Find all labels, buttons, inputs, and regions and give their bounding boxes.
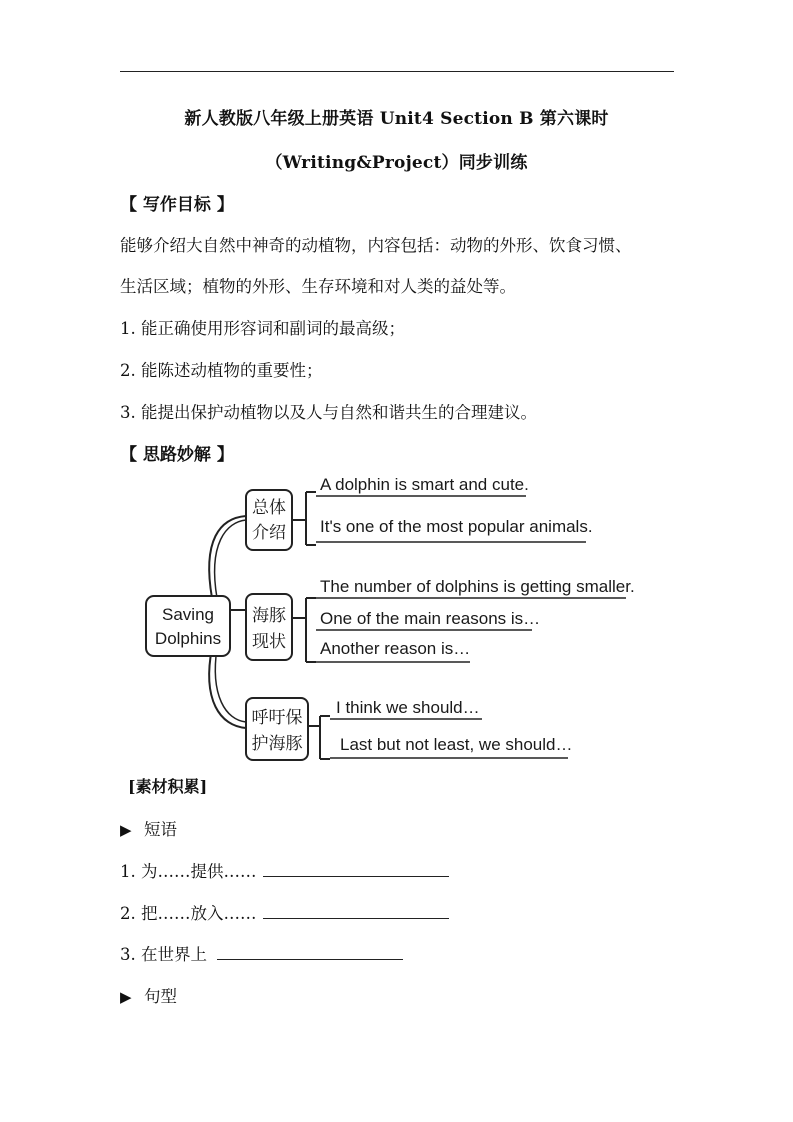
phrase-row-2 bbox=[120, 900, 680, 924]
phrases-label: 短语 bbox=[144, 820, 177, 839]
branch-3-sentence-1: I think we should… bbox=[336, 698, 480, 717]
mind-map bbox=[140, 470, 640, 762]
sentences-label-row bbox=[120, 983, 680, 1007]
materials-heading: [素材积累] bbox=[128, 777, 208, 796]
goal-item-3: 3. 能提出保护动植物以及人与自然和谐共生的合理建议。 bbox=[120, 403, 537, 422]
branch-2-sentence-2: One of the main reasons is… bbox=[320, 609, 541, 628]
header-rule bbox=[120, 71, 674, 72]
branch-dolphin-status bbox=[246, 577, 635, 662]
title-line-1: 新人教版八年级上册英语 Unit4 Section B 第六课时 bbox=[184, 109, 609, 129]
branch-3-label-line-1: 呼吁保 bbox=[251, 708, 303, 728]
phrase-1: 1. 为……提供…… bbox=[120, 862, 257, 881]
intro-line-2: 生活区域；植物的外形、生存环境和对人类的益处等。 bbox=[120, 277, 516, 296]
branch-call-to-protect bbox=[246, 698, 572, 760]
thinking-heading: 【 思路妙解 】 bbox=[120, 445, 234, 465]
phrase-2: 2. 把……放入…… bbox=[120, 904, 257, 923]
sentences-label: 句型 bbox=[144, 987, 177, 1006]
branch-2-label-line-1: 海豚 bbox=[252, 606, 286, 626]
phrase-2-blank[interactable] bbox=[263, 904, 449, 919]
branch-1-sentence-1: A dolphin is smart and cute. bbox=[320, 475, 529, 494]
branch-2-label-line-2: 现状 bbox=[252, 632, 286, 652]
intro-line-1: 能够介绍大自然中神奇的动植物，内容包括：动物的外形、饮食习惯、 bbox=[120, 236, 632, 255]
branch-2-sentence-1: The number of dolphins is getting smaller. bbox=[320, 577, 635, 596]
bullet-icon: ▶ bbox=[120, 988, 132, 1006]
writing-goal-heading: 【 写作目标 】 bbox=[120, 195, 234, 215]
center-node-line-1: Saving bbox=[162, 605, 214, 624]
center-node-line-2: Dolphins bbox=[154, 629, 222, 648]
branch-general-intro bbox=[246, 475, 593, 550]
branch-1-label-line-2: 介绍 bbox=[252, 523, 286, 543]
title-line-2: （Writing&Project）同步训练 bbox=[265, 153, 528, 173]
phrase-row-1 bbox=[120, 858, 680, 882]
phrases-label-row bbox=[120, 816, 680, 840]
branch-3-sentence-2: Last but not least, we should… bbox=[340, 735, 573, 754]
branch-3-label-line-2: 护海豚 bbox=[251, 734, 303, 754]
bullet-icon: ▶ bbox=[120, 821, 132, 839]
phrase-1-blank[interactable] bbox=[263, 862, 449, 877]
goal-item-1: 1. 能正确使用形容词和副词的最高级； bbox=[120, 319, 405, 338]
phrase-3-blank[interactable] bbox=[217, 945, 403, 960]
phrase-row-3 bbox=[120, 941, 680, 965]
branch-1-label-line-1: 总体 bbox=[252, 498, 286, 518]
branch-1-sentence-2: It's one of the most popular animals. bbox=[320, 517, 593, 536]
phrase-3: 3. 在世界上 bbox=[120, 945, 207, 964]
goal-item-2: 2. 能陈述动植物的重要性； bbox=[120, 361, 323, 380]
branch-2-sentence-3: Another reason is… bbox=[320, 639, 471, 658]
